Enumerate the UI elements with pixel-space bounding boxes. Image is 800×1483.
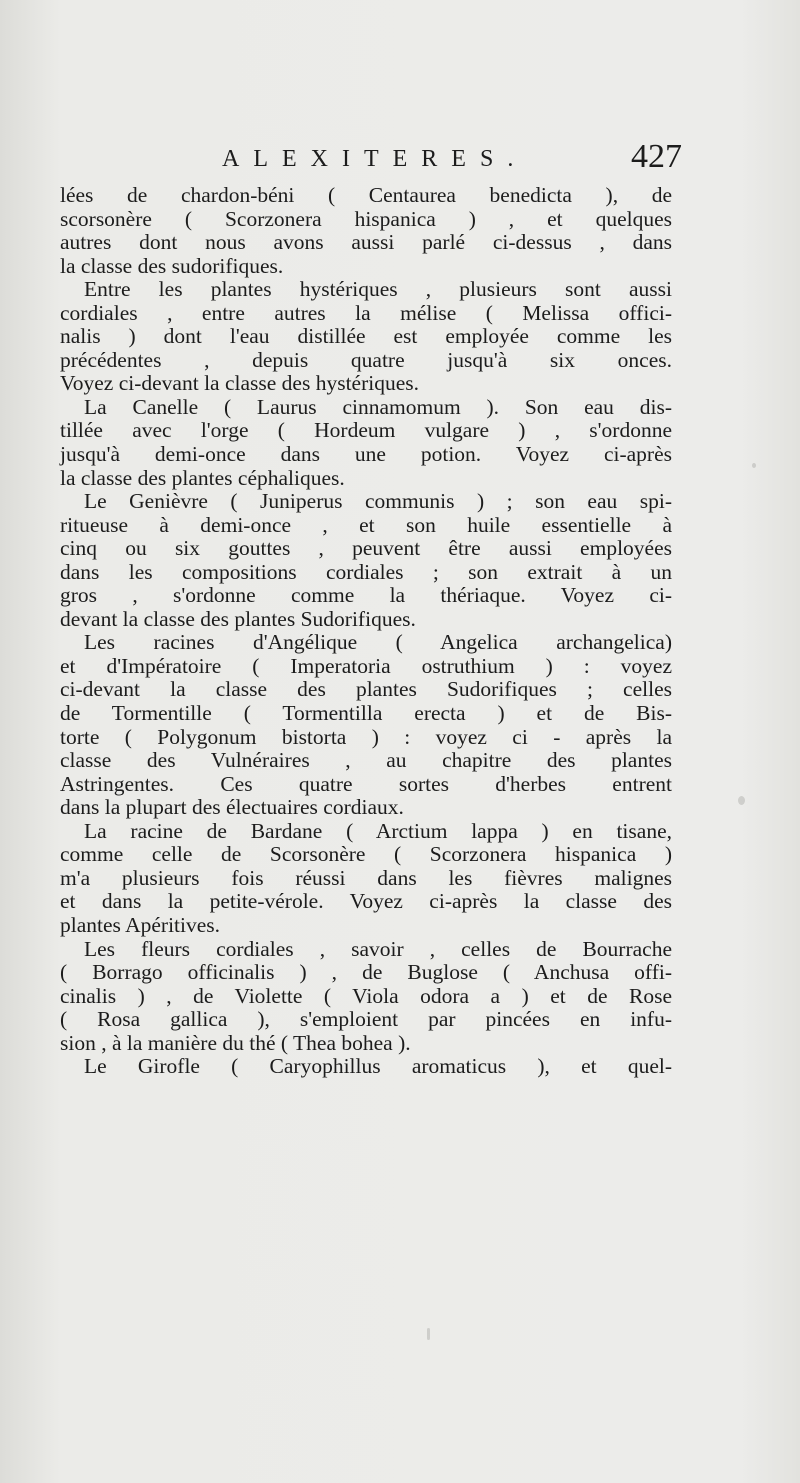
text-line: la classe des plantes céphaliques. <box>60 465 345 490</box>
text-line: autres dont nous avons aussi parlé ci-dessus , dans <box>60 230 672 255</box>
text-line: Les fleurs cordiales , savoir , celles de Bourrache <box>84 936 672 961</box>
text-line: et d'Impératoire ( Imperatoria ostruthium ) : voyez <box>60 653 672 678</box>
text-line: scorsonère ( Scorzonera hispanica ) , et quelques <box>60 206 672 231</box>
text-line: cinalis ) , de Violette ( Viola odora a ) et de Rose <box>60 983 672 1008</box>
text-line: ci-devant la classe des plantes Sudorifiques ; celles <box>60 677 672 702</box>
paper-speck <box>738 796 745 805</box>
text-line: dans les compositions cordiales ; son extrait à un <box>60 559 672 584</box>
text-line: ritueuse à demi-once , et son huile essentielle à <box>60 512 672 537</box>
text-line: nalis ) dont l'eau distillée est employée comme les <box>60 324 672 349</box>
text-line: cordiales , entre autres la mélise ( Melissa offici- <box>60 300 672 325</box>
running-title: ALEXITERES. <box>222 146 528 172</box>
paper-speck <box>752 463 756 468</box>
text-line: Les racines d'Angélique ( Angelica archangelica) <box>84 630 672 655</box>
text-line: ( Rosa gallica ), s'emploient par pincées en infu- <box>60 1007 672 1032</box>
text-line: sion , à la manière du thé ( Thea bohea ). <box>60 1030 411 1055</box>
text-line: comme celle de Scorsonère ( Scorzonera hispanica ) <box>60 842 672 867</box>
text-line: Entre les plantes hystériques , plusieurs sont aussi <box>84 277 672 302</box>
text-line: plantes Apéritives. <box>60 912 221 937</box>
text-line: de Tormentille ( Tormentilla erecta ) et de Bis- <box>60 701 672 726</box>
text-line: Le Girofle ( Caryophillus aromaticus ), et quel- <box>84 1054 672 1079</box>
text-line: devant la classe des plantes Sudorifiques. <box>60 606 416 631</box>
text-line: lées de chardon-béni ( Centaurea benedicta ), de <box>60 183 672 207</box>
text-line: et dans la petite-vérole. Voyez ci-après la classe des <box>60 889 672 914</box>
text-line: Astringentes. Ces quatre sortes d'herbes entrent <box>60 771 672 796</box>
page-number: 427 <box>631 138 682 175</box>
text-line: cinq ou six gouttes , peuvent être aussi employées <box>60 536 672 561</box>
text-line: la classe des sudorifiques. <box>60 253 284 278</box>
body-text <box>60 184 672 1079</box>
text-line: Le Genièvre ( Juniperus communis ) ; son eau spi- <box>84 489 672 514</box>
text-line: classe des Vulnéraires , au chapitre des plantes <box>60 748 672 773</box>
text-line: jusqu'à demi-once dans une potion. Voyez ci-après <box>60 442 672 467</box>
text-line: torte ( Polygonum bistorta ) : voyez ci - après la <box>60 724 672 749</box>
paper-speck <box>427 1328 430 1340</box>
text-line: ( Borrago officinalis ) , de Buglose ( Anchusa offi- <box>60 960 672 985</box>
text-line: gros , s'ordonne comme la thériaque. Voyez ci- <box>60 583 672 608</box>
text-line: La racine de Bardane ( Arctium lappa ) en tisane, <box>84 818 672 843</box>
text-line: m'a plusieurs fois réussi dans les fièvres malignes <box>60 865 672 890</box>
page-header <box>222 138 682 178</box>
text-line: La Canelle ( Laurus cinnamomum ). Son eau dis- <box>84 394 672 419</box>
text-line: dans la plupart des électuaires cordiaux. <box>60 795 404 820</box>
text-line: précédentes , depuis quatre jusqu'à six onces. <box>60 347 672 372</box>
text-line: tillée avec l'orge ( Hordeum vulgare ) , s'ordonne <box>60 418 672 443</box>
text-line: Voyez ci-devant la classe des hystériques. <box>60 371 420 396</box>
